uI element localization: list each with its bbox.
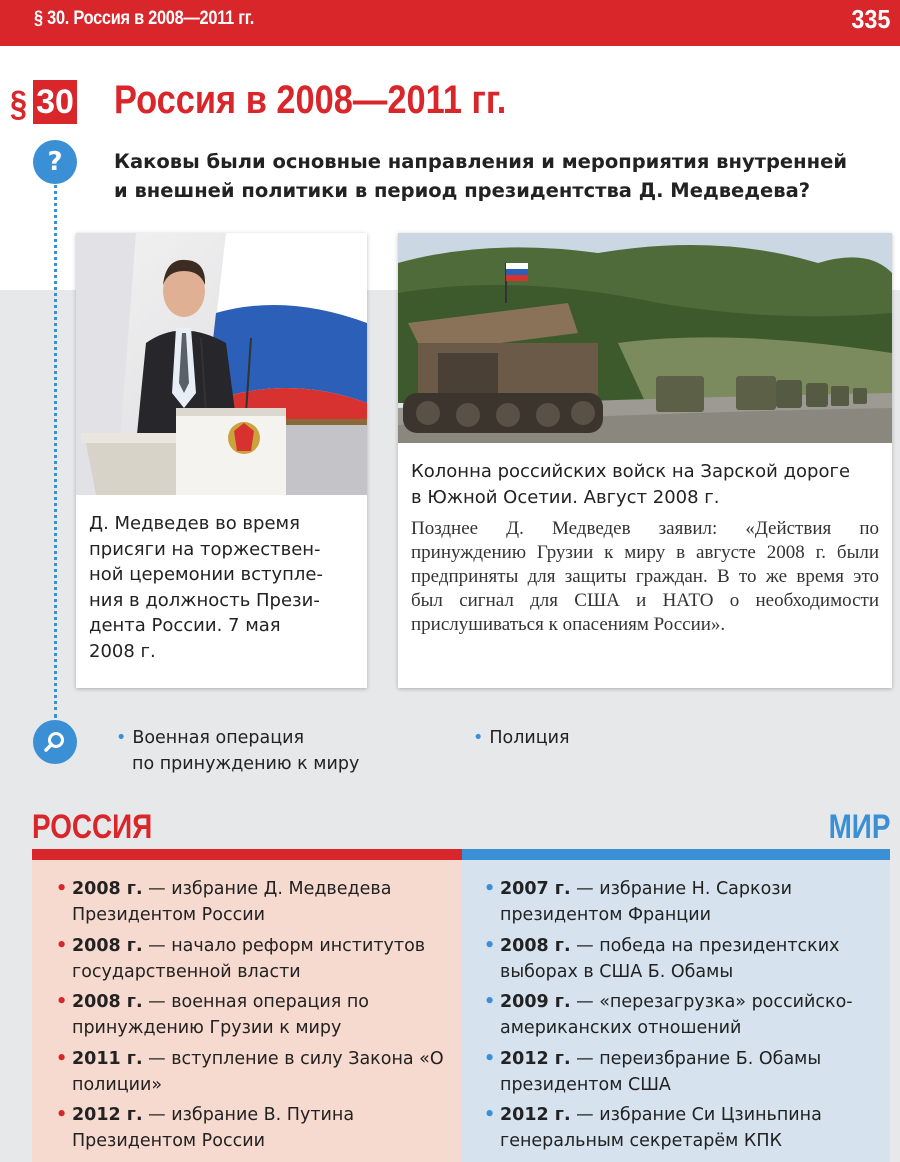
keyword-text: Военная операция [132,728,305,748]
bullet-icon: • [56,879,68,899]
bullet-icon: • [484,992,496,1012]
bullet-icon: • [56,1048,68,1069]
dotted-guide-line [54,178,57,718]
list-item [484,933,879,985]
event-year: 2009 г. [500,992,571,1012]
key-question [114,147,874,205]
world-events-list [484,876,879,1159]
keyword-item [116,725,416,777]
russia-bar [32,849,462,860]
photo-medvedev-oath [76,233,367,495]
bullet-icon: • [56,992,68,1012]
photo-military-convoy [398,233,892,443]
event-text: — избрание Си Цзиньпина генеральным секретарём КПК [500,1105,822,1151]
event-year: 2008 г. [72,935,143,956]
key-question-line: Каковы были основные направления и мероприятия внутренней [114,150,847,173]
keyword-item [473,725,673,751]
list-item [56,1046,451,1098]
world-heading: МИР [828,808,890,846]
running-header [0,0,900,46]
bullet-icon: • [484,879,496,899]
caption-line: ной церемонии вступле- [89,564,323,585]
caption-line: присяги на торжествен- [89,538,321,560]
list-item [56,933,451,985]
event-text: — переизбрание Б. Обамы президентом США [500,1048,822,1095]
event-year: 2008 г. [72,879,143,899]
event-year: 2012 г. [500,1105,571,1125]
event-text: — избрание Н. Саркози президентом Франции [500,879,792,925]
list-item [484,1046,879,1098]
list-item [484,1102,879,1154]
question-icon: ? [33,140,77,184]
keyword-text: по принуждению к миру [132,754,360,774]
event-text: — начало реформ институтов государственной власти [72,935,426,982]
caption-line: Д. Медведев во время [89,513,300,534]
bullet-icon: • [484,1048,496,1069]
bullet-icon: • [484,935,496,956]
photo-card-convoy [398,233,892,688]
section-title: Россия в 2008—2011 гг. [114,78,507,122]
russia-events-column [32,860,462,1162]
event-year: 2011 г. [72,1048,143,1069]
photo-caption [89,511,359,664]
event-text: — «перезагрузка» российско-американских отношений [500,992,853,1038]
russia-heading: РОССИЯ [32,808,153,846]
event-year: 2012 г. [72,1105,143,1125]
photo-caption [411,459,883,510]
bullet-icon: • [56,935,68,956]
caption-line: 2008 г. [89,640,156,662]
section-sign: § [10,83,28,124]
bullet-icon: • [56,1105,68,1125]
event-text: — избрание Д. Медведева Президентом России [72,879,392,925]
caption-line: ния в должность Прези- [89,589,320,611]
world-events-column [462,860,890,1162]
medvedev-quote: Позднее Д. Медведев заявил: «Действия по принуждению Грузии к миру в августе 2008 г. были предприняты для защиты граждан. В то же время это был сигнал для США и НАТО о необходимости прислушиваться к опасениям России». [411,518,879,635]
event-text: — избрание В. Путина Президентом России [72,1105,355,1151]
russia-events-list [56,876,451,1159]
list-item [484,876,879,928]
bullet-icon: • [473,728,484,748]
photo-card-inauguration [76,233,367,688]
key-question-line: и внешней политики в период президентства Д. Медведева? [114,179,811,202]
bullet-icon: • [484,1105,496,1125]
caption-line: Колонна российских войск на Зарской дороге [411,461,851,482]
event-year: 2007 г. [500,879,571,899]
search-icon [33,720,77,764]
keyword-text: Полиция [489,728,570,748]
list-item [56,876,451,928]
world-bar [462,849,890,860]
event-year: 2012 г. [500,1048,571,1069]
running-title: § 30. Россия в 2008—2011 гг. [34,8,254,29]
caption-line: дента России. 7 мая [89,615,281,636]
list-item [484,989,879,1041]
event-year: 2008 г. [72,992,143,1012]
page-number: 335 [850,4,890,34]
list-item [56,1102,451,1154]
event-text: — военная операция по принуждению Грузии к миру [72,992,369,1038]
event-text: — вступление в силу Закона «О полиции» [72,1048,444,1095]
section-number: 30 [33,80,77,124]
list-item [56,989,451,1041]
caption-line: в Южной Осетии. Август 2008 г. [411,486,720,508]
event-year: 2008 г. [500,935,571,956]
bullet-icon: • [116,728,127,748]
event-text: — победа на президентских выборах в США Б. Обамы [500,935,840,982]
